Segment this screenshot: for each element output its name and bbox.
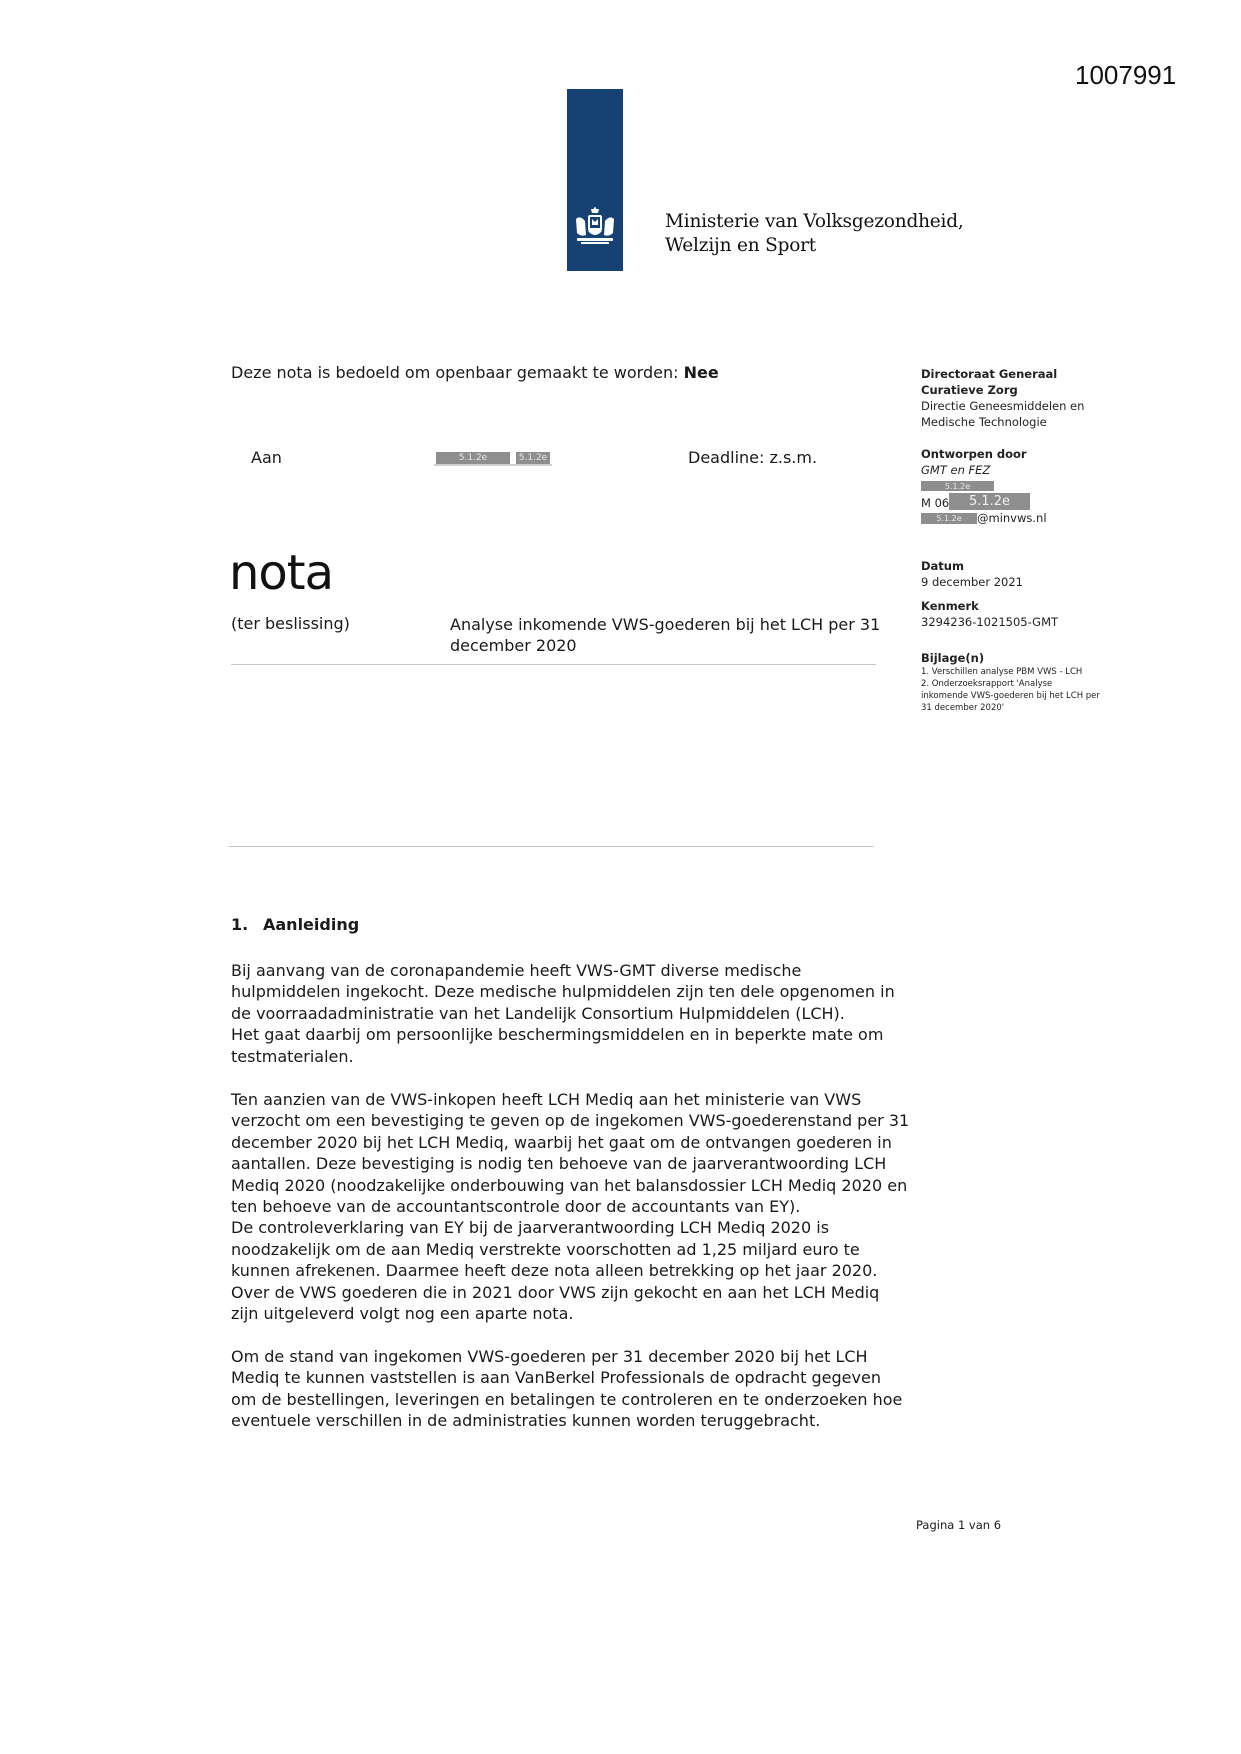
ministry-logo-bar	[567, 89, 623, 271]
redaction-box: 5.1.2e	[949, 493, 1030, 510]
sidebar-ref-label: Kenmerk	[921, 599, 979, 613]
ministry-name-line2: Welzijn en Sport	[665, 235, 817, 256]
divider	[231, 664, 876, 665]
sidebar-date-label: Datum	[921, 559, 964, 573]
sidebar-date-value: 9 december 2021	[921, 575, 1023, 589]
attachment-item: 2. Onderzoeksrapport 'Analyse inkomende VWS-goederen bij het LCH per 31 december 2020'	[921, 679, 1100, 713]
ministry-name	[665, 210, 964, 258]
publication-label: Deze nota is bedoeld om openbaar gemaakt te worden:	[231, 363, 679, 382]
redaction-box: 5.1.2e	[436, 452, 510, 464]
sidebar-ref	[921, 598, 1058, 630]
sidebar-dir-line2: Medische Technologie	[921, 415, 1047, 429]
paragraph-text: Het gaat daarbij om persoonlijke beschermingsmiddelen en in beperkte mate om testmaterialen.	[231, 1025, 884, 1066]
divider	[229, 846, 874, 847]
section-title: Aanleiding	[263, 915, 360, 934]
redaction-underline	[434, 464, 552, 466]
doc-subject: Analyse inkomende VWS-goederen bij het LCH per 31 december 2020	[450, 615, 881, 655]
ministry-name-line1: Ministerie van Volksgezondheid,	[665, 211, 964, 232]
doc-purpose: (ter beslissing)	[231, 614, 350, 633]
deadline: Deadline: z.s.m.	[688, 448, 818, 467]
sidebar-dg-line2: Curatieve Zorg	[921, 383, 1018, 397]
paragraph-text: De controleverklaring van EY bij de jaarverantwoording LCH Mediq 2020 is noodzakelijk om de aan Mediq verstrekte voorschotten ad 1,25 miljard euro te kunnen afrekenen. Daarmee heeft deze nota alleen betrekking op het jaar 2020. Over de VWS goederen die in 2021 door VWS zijn gekocht en aan het LCH Mediq zijn uitgeleverd volgt nog een aparte nota.	[231, 1218, 880, 1324]
section-heading	[231, 915, 359, 934]
sidebar-designed-label: Ontworpen door	[921, 447, 1027, 461]
doc-type-title: nota	[229, 545, 334, 601]
redaction-box: 5.1.2e	[921, 513, 977, 524]
section-number: 1.	[231, 915, 249, 934]
sidebar-attachments-label: Bijlage(n)	[921, 651, 985, 665]
sidebar-attachments-heading	[921, 650, 984, 666]
paragraph-text: Bij aanvang van de coronapandemie heeft VWS-GMT diverse medische hulpmiddelen ingekocht. Deze medische hulpmiddelen zijn ten dele opgenomen in de voorraadadministratie van het Landelijk Consortium Hulpmiddelen (LCH).	[231, 961, 895, 1023]
paragraph-text: Om de stand van ingekomen VWS-goederen per 31 december 2020 bij het LCH Mediq te kunnen vaststellen is aan VanBerkel Professionals de opdracht gegeven om de bestellingen, leveringen en betalingen te controleren en te onderzoeken hoe eventuele verschillen in de administraties kunnen worden teruggebracht.	[231, 1347, 903, 1431]
redaction-box: 5.1.2e	[921, 481, 994, 491]
paragraph-text: Ten aanzien van de VWS-inkopen heeft LCH Mediq aan het ministerie van VWS verzocht om een bevestiging te geven op de ingekomen VWS-goederenstand per 31 december 2020 bij het LCH Mediq, waarbij het gaat om de ontvangen goederen in aantallen. Deze bevestiging is nodig ten behoeve van de jaarverantwoording LCH Mediq 2020 (noodzakelijke onderbouwing van het balansdossier LCH Mediq 2020 en ten behoeve van de accountantscontrole door de accountants van EY).	[231, 1090, 910, 1217]
sidebar-designed	[921, 446, 1027, 478]
sidebar-date	[921, 558, 1023, 590]
sidebar-dir-line1: Directie Geneesmiddelen en	[921, 399, 1085, 413]
addressee-label: Aan	[251, 448, 282, 467]
publication-statement	[231, 363, 719, 382]
paragraph	[231, 1346, 911, 1432]
paragraph	[231, 1089, 911, 1324]
publication-value: Nee	[683, 363, 719, 382]
sidebar-dg-line1: Directoraat Generaal	[921, 367, 1058, 381]
paragraph	[231, 960, 911, 1067]
document-number: 1007991	[1075, 60, 1177, 90]
sidebar-phone-prefix: M 06	[921, 496, 950, 510]
sidebar-dg	[921, 366, 1084, 430]
page-number: Pagina 1 van 6	[916, 1518, 1002, 1532]
redaction-box: 5.1.2e	[516, 452, 550, 464]
attachment-item: 1. Verschillen analyse PBM VWS - LCH	[921, 667, 1083, 677]
sidebar-designed-value: GMT en FEZ	[921, 463, 991, 477]
coat-of-arms-icon	[573, 207, 617, 247]
sidebar-ref-value: 3294236-1021505-GMT	[921, 615, 1059, 629]
sidebar-email-suffix: @minvws.nl	[977, 511, 1047, 525]
sidebar-attachments-list	[921, 666, 1101, 714]
